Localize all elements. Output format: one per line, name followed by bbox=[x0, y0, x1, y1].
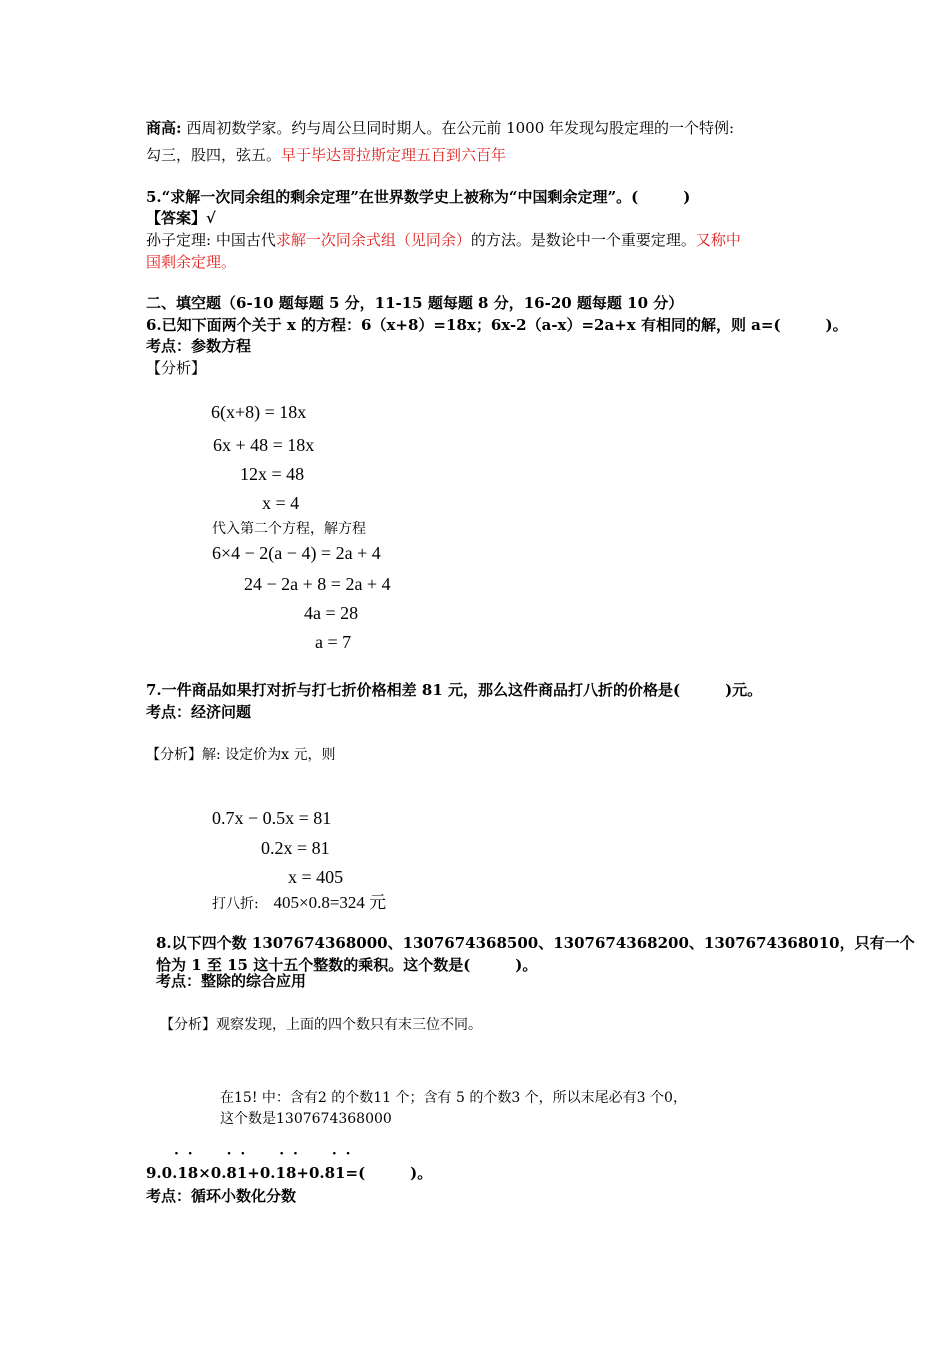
q6-topic: 考点：参数方程 bbox=[146, 337, 252, 355]
q6-substitute-note: 代入第二个方程，解方程 bbox=[212, 521, 366, 537]
q6-step2-1: 6×4 − 2(a − 4) = 2a + 4 bbox=[212, 543, 381, 563]
q5-explain-line-2: 国剩余定理。 bbox=[146, 253, 237, 271]
intro-text-2-red: 早于毕达哥拉斯定理五百到六百年 bbox=[281, 146, 507, 164]
q9-repeating-dots: · · · · · · · · bbox=[174, 1146, 353, 1162]
q8-question-line-2: 恰为 1 至 15 这十五个整数的乘积。这个数是( )。 bbox=[156, 956, 538, 974]
q7-step-3: x = 405 bbox=[288, 867, 344, 887]
q5-answer-label: 【答案】√ bbox=[146, 209, 216, 227]
q7-step-2: 0.2x = 81 bbox=[261, 838, 330, 858]
q8-topic: 考点：整除的综合应用 bbox=[156, 972, 307, 990]
q6-step-4: x = 4 bbox=[262, 493, 300, 513]
q8-note-line-2: 这个数是1307674368000 bbox=[220, 1111, 392, 1127]
q6-step2-4: a = 7 bbox=[315, 632, 352, 652]
q6-question: 6.已知下面两个关于 x 的方程：6（x+8）=18x；6x-2（a-x）=2a+x 有相同的解，则 a=( )。 bbox=[146, 316, 848, 334]
q5-explain-red-1: 求解一次同余式组（见同余） bbox=[275, 231, 471, 249]
q8-note-line-1: 在15! 中：含有2 的个数11 个；含有 5 的个数3 个，所以末尾必有3 个0， bbox=[220, 1090, 687, 1106]
q6-step-2: 6x + 48 = 18x bbox=[213, 435, 315, 455]
q9-topic: 考点：循环小数化分数 bbox=[146, 1187, 297, 1205]
q6-analysis-label: 【分析】 bbox=[146, 359, 207, 377]
q7-final bbox=[212, 892, 386, 915]
intro-text-2: 勾三，股四，弦五。 bbox=[146, 146, 282, 164]
q7-question: 7.一件商品如果打对折与打七折价格相差 81 元，那么这件商品打八折的价格是( )元。 bbox=[146, 681, 763, 699]
q5-question: 5.“求解一次同余组的剩余定理”在世界数学史上被称为“中国剩余定理”。( ) bbox=[146, 188, 691, 206]
q7-final-value: 405×0.8=324 元 bbox=[273, 893, 387, 912]
q5-explain-red-2: 又称中 bbox=[695, 231, 741, 249]
q5-explain-black-2: 的方法。是数论中一个重要定理。 bbox=[470, 231, 696, 249]
q5-explain-black-1: 孙子定理: 中国古代 bbox=[146, 231, 276, 249]
q6-step-3: 12x = 48 bbox=[240, 464, 305, 484]
intro-line-2 bbox=[146, 144, 506, 166]
intro-text-1: 西周初数学家。约与周公旦同时期人。在公元前 1000 年发现勾股定理的一个特例: bbox=[186, 119, 735, 137]
q6-step-1: 6(x+8) = 18x bbox=[211, 402, 307, 422]
intro-name-label: 商高: bbox=[146, 119, 182, 137]
q8-analysis: 【分析】观察发现，上面的四个数只有末三位不同。 bbox=[160, 1017, 482, 1033]
q7-topic: 考点：经济问题 bbox=[146, 703, 252, 721]
q6-step2-2: 24 − 2a + 8 = 2a + 4 bbox=[244, 574, 391, 594]
q9-question: 9.0.18×0.81+0.18+0.81=( )。 bbox=[146, 1164, 433, 1182]
q7-final-label: 打八折: bbox=[212, 896, 259, 912]
q8-question-line-1: 8.以下四个数 1307674368000、1307674368500、1307674368200、1307674368010，只有一个 bbox=[156, 934, 915, 952]
intro-line-1 bbox=[146, 117, 734, 139]
q7-analysis: 【分析】解: 设定价为x 元，则 bbox=[146, 747, 336, 763]
q5-explain-line-1 bbox=[146, 229, 741, 251]
q6-step2-3: 4a = 28 bbox=[304, 603, 359, 623]
q7-step-1: 0.7x − 0.5x = 81 bbox=[212, 808, 332, 828]
section-heading: 二、填空题（6-10 题每题 5 分，11-15 题每题 8 分，16-20 题每题 10 分） bbox=[146, 294, 684, 312]
